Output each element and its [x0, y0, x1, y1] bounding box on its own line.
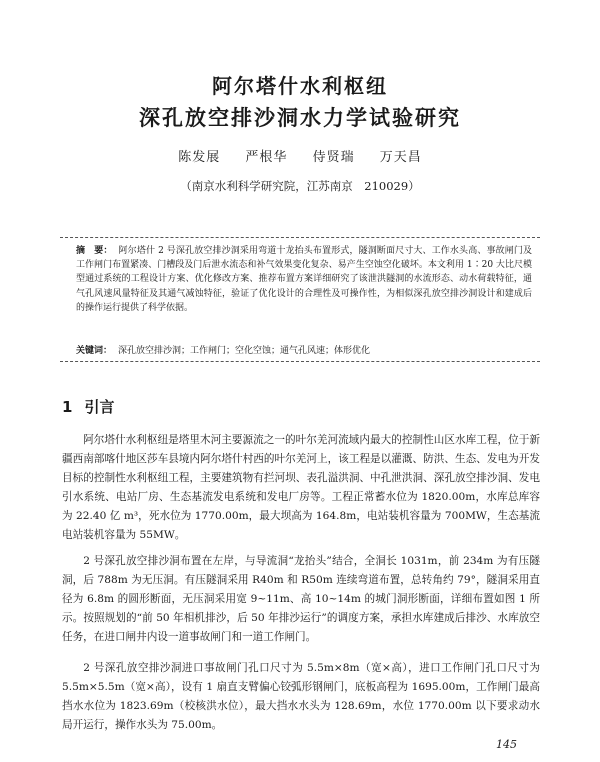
author-name: 严根华 — [245, 150, 288, 165]
section-heading — [62, 396, 114, 417]
author-name: 侍贤瑞 — [312, 150, 355, 165]
abstract-bottom-divider — [60, 361, 540, 362]
body-paragraph: 2 号深孔放空排沙洞进口事故闸门孔口尺寸为 5.5m×8m（宽×高），进口工作闸门孔口尺寸为 5.5m×5.5m（宽×高），设有 1 扇直支臂偏心铰弧形钢闸门，底板高程为 1695.00m，工作闸门最高挡水水位为 1823.69m（校核洪水位），最大挡水水头为 128.69m，水位 1770.00m 以下要求动水局开运行，操作水头为 75.00m。 — [62, 662, 540, 731]
body-paragraph: 2 号深孔放空排沙洞布置在左岸，与导流洞“龙抬头”结合，全洞长 1031m，前 234m 为有压隧洞，后 788m 为无压洞。有压隧洞采用 R40m 和 R50m 连续弯道布置，总转角约 79°，隧洞采用直径为 6.8m 的圆形断面，无压洞采用宽 9~11m、高 10~14m 的城门洞形断面，详细布置如图 1 所示。按照规划的“前 50 年相机排沙，后 50 年排沙运行”的调度方案，承担水库建成后排沙、水库放空任务，在进口闸井内设一道事故闸门和一道工作闸门。 — [62, 555, 540, 643]
paper-title-line-1: 阿尔塔什水利枢纽 — [212, 74, 388, 98]
paper-title-line-2: 深孔放空排沙洞水力学试验研究 — [139, 106, 461, 130]
author-name: 万天昌 — [379, 150, 422, 165]
page-number: 145 — [496, 738, 517, 751]
abstract-top-divider — [60, 237, 540, 238]
abstract-text: 阿尔塔什 2 号深孔放空排沙洞采用弯道十龙抬头布置形式，隧洞断面尺寸大、工作水头高、事故闸门及工作闸门布置紧凑、门槽段及门后泄水流态和补气效果变化复杂、易产生空蚀空化破坏。本文利用 1∶20 大比尺模型通过系统的工程设计方案、优化修改方案、推荐布置方案详细研究了该泄洪隧洞的水流形态、动水荷载特征，通气孔风速风量特征及其通气减蚀特征，验证了优化设计的合理性及可操作性，为相似深孔放空排沙洞设计和建成后的操作运行提供了科学依据。 — [76, 246, 532, 313]
affiliation: （南京水利科学研究院，江苏南京 210029） — [180, 179, 420, 193]
author-name: 陈发展 — [178, 150, 221, 165]
author-list — [0, 146, 600, 165]
keywords-block — [76, 344, 536, 358]
abstract-label: 摘 要： — [76, 246, 113, 256]
section-title: 引言 — [84, 398, 115, 416]
section-number: 1 — [62, 398, 73, 416]
abstract-block — [76, 244, 532, 315]
body-paragraph: 阿尔塔什水利枢纽是塔里木河主要源流之一的叶尔羌河流域内最大的控制性山区水库工程，位于新疆西南部喀什地区莎车县境内阿尔塔什村西的叶尔羌河上，该工程是以灌溉、防洪、生态、发电为开发目标的控制性水利枢纽工程，主要建筑物有拦河坝、表孔溢洪洞、中孔泄洪洞、深孔放空排沙洞、发电引水系统、电站厂房、生态基流发电系统和发电厂房等。工程正常蓄水位为 1820.00m，水库总库容为 22.40 亿 m³，死水位为 1770.00m，最大坝高为 164.8m，电站装机容量为 700MW，生态基流电站装机容量为 55MW。 — [62, 434, 540, 541]
keywords-label: 关键词： — [76, 346, 113, 356]
keywords-text: 深孔放空排沙洞；工作闸门；空化空蚀；通气孔风速；体形优化 — [118, 346, 371, 356]
